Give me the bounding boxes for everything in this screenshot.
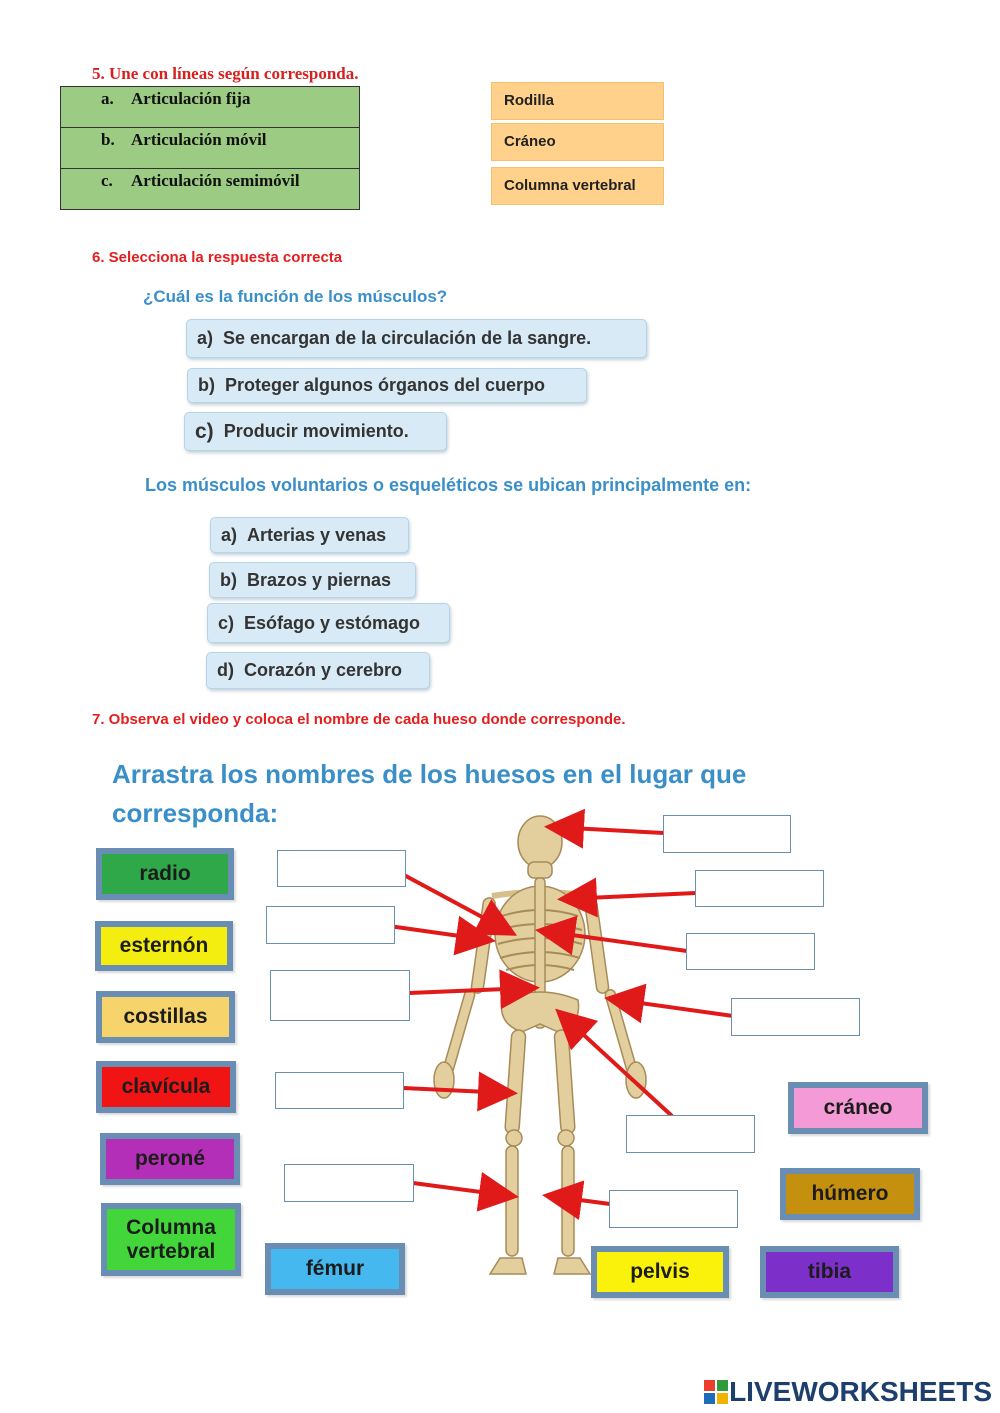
tile-humero[interactable]: húmero [780, 1168, 920, 1220]
tile-clavicula[interactable]: clavícula [96, 1061, 236, 1113]
tile-femur[interactable]: fémur [265, 1243, 405, 1295]
drop-box-humerus[interactable] [686, 933, 815, 970]
arrow-line [404, 875, 510, 932]
option-text: Corazón y cerebro [244, 660, 403, 680]
drop-box-ribs[interactable] [695, 870, 824, 907]
q5-row-letter: a. [101, 89, 114, 108]
drop-box-skull[interactable] [663, 815, 791, 853]
option-letter: b) [198, 375, 215, 395]
liveworksheets-logo-text: LIVEWORKSHEETS [729, 1376, 992, 1407]
drop-box-spine[interactable] [270, 970, 410, 1021]
arrow-line [543, 931, 687, 951]
arrow-line [565, 893, 696, 899]
q5-row-letter: c. [101, 171, 113, 190]
drop-box-radius[interactable] [731, 998, 860, 1036]
tile-esternon[interactable]: esternón [95, 921, 233, 971]
tile-costillas[interactable]: costillas [96, 991, 235, 1043]
tile-radio[interactable]: radio [96, 848, 234, 900]
option-text: Proteger algunos órganos del cuerpo [225, 375, 546, 395]
option-text: Arterias y venas [247, 524, 387, 545]
option-letter: b) [220, 569, 237, 590]
q5-card-columna[interactable]: Columna vertebral [491, 167, 664, 205]
drop-box-sternum[interactable] [266, 906, 395, 944]
drag-title-line: Arrastra los nombres de los huesos en el lugar que [112, 759, 747, 789]
tile-columna-vertebral[interactable]: Columna vertebral [101, 1203, 241, 1276]
option-letter: c) [195, 419, 214, 443]
arrow-line [552, 827, 664, 833]
q5-card-craneo[interactable]: Cráneo [491, 123, 664, 161]
arrow-line [413, 1183, 511, 1196]
q5-card-rodilla[interactable]: Rodilla [491, 82, 664, 120]
q6-question-2: Los músculos voluntarios o esqueléticos se ubican principalmente en: [145, 475, 752, 495]
option-text: Se encargan de la circulación de la sangre. [223, 328, 592, 348]
option-letter: d) [217, 660, 234, 680]
option-text: Producir movimiento. [223, 421, 409, 441]
q6-question-1: ¿Cuál es la función de los músculos? [143, 287, 448, 306]
arrow-line [389, 926, 488, 940]
arrow-line [550, 1196, 610, 1204]
drop-box-tibia[interactable] [284, 1164, 414, 1202]
drag-title-line: corresponda: [112, 798, 279, 828]
tile-tibia[interactable]: tibia [760, 1246, 899, 1298]
liveworksheets-logo-icon [703, 1379, 729, 1405]
q6-title: 6. Selecciona la respuesta correcta [92, 249, 343, 266]
arrow-line [612, 999, 733, 1016]
liveworksheets-logo [703, 1376, 992, 1408]
option-letter: a) [197, 328, 214, 348]
arrow-line [561, 1014, 672, 1116]
drop-box-clavicle[interactable] [277, 850, 406, 887]
tile-pelvis[interactable]: pelvis [591, 1246, 729, 1298]
drop-box-fibula[interactable] [609, 1190, 738, 1228]
q5-row-text: Articulación semimóvil [131, 171, 300, 190]
q7-title: 7. Observa el video y coloca el nombre de cada hueso donde corresponde. [92, 711, 626, 728]
q5-row-text: Articulación móvil [131, 130, 267, 149]
drop-box-pelvis[interactable] [626, 1115, 755, 1153]
option-text: Brazos y piernas [247, 569, 392, 590]
option-letter: c) [218, 612, 235, 633]
arrow-line [409, 988, 532, 993]
q5-row-text: Articulación fija [131, 89, 251, 108]
q5-row-letter: b. [101, 130, 115, 149]
tile-perone[interactable]: peroné [100, 1133, 240, 1185]
q5-title: 5. Une con líneas según corresponda. [92, 64, 359, 83]
option-letter: a) [221, 524, 238, 545]
tile-craneo[interactable]: cráneo [788, 1082, 928, 1134]
arrow-line [403, 1088, 510, 1093]
drop-box-femur[interactable] [275, 1072, 404, 1109]
option-text: Esófago y estómago [244, 612, 421, 633]
